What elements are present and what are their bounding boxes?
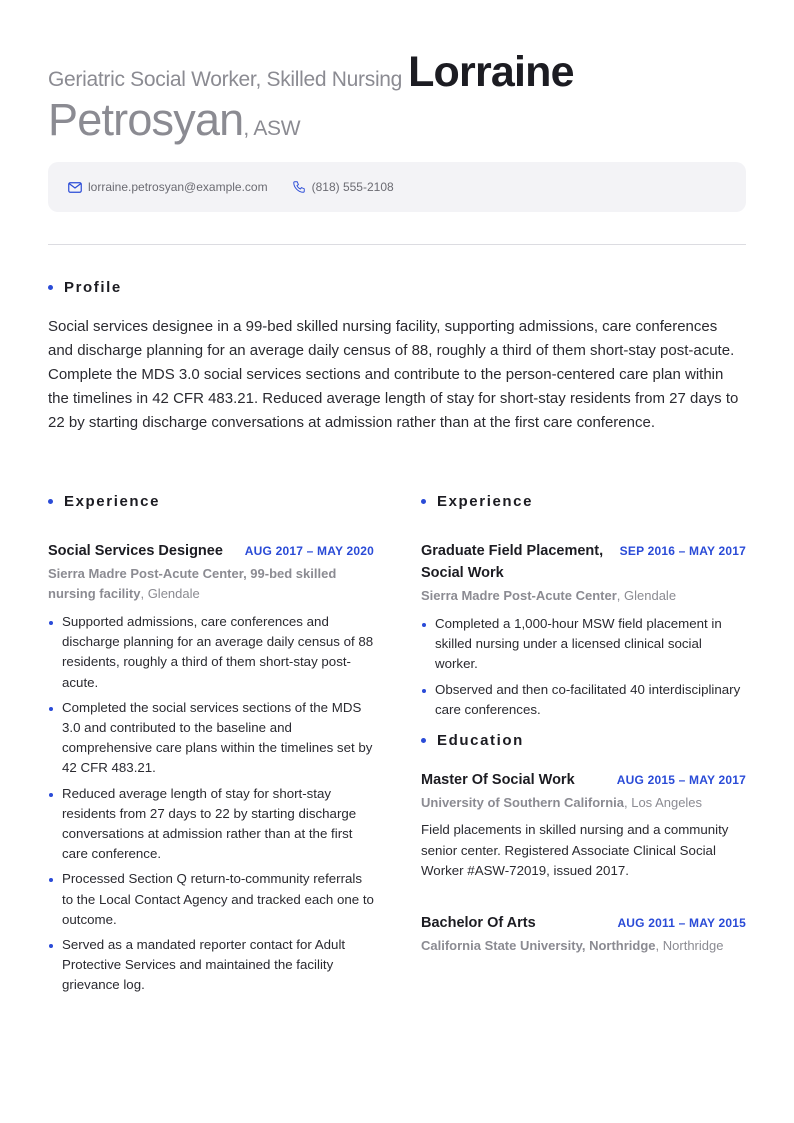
list-item: Supported admissions, care conferences and discharge planning for an average daily census of 88 residents, roughly a third of them short-stay post-acute.	[48, 612, 374, 693]
resume-header	[48, 48, 746, 146]
right-column	[421, 493, 746, 956]
contact-email[interactable]	[68, 180, 268, 194]
education-heading	[421, 732, 746, 749]
job-date: SEP 2016 – MAY 2017	[619, 544, 746, 558]
job-header	[421, 540, 746, 584]
job-subtitle: Geriatric Social Worker, Skilled Nursing	[48, 68, 403, 91]
resume-page	[48, 0, 746, 1123]
list-item: Completed a 1,000-hour MSW field placement in skilled nursing under a licensed clinical social worker.	[421, 614, 746, 675]
education-date: AUG 2011 – MAY 2015	[617, 915, 746, 930]
job-header	[48, 540, 374, 562]
profile-heading-label: Profile	[64, 279, 122, 296]
bullet-dot-icon	[48, 285, 53, 290]
job-org-name: Sierra Madre Post-Acute Center, 99-bed skilled nursing facility	[48, 566, 337, 601]
education-heading-label: Education	[437, 732, 524, 750]
job-title: Social Services Designee	[48, 543, 223, 559]
education-header	[421, 769, 746, 791]
school-location: , Northridge	[655, 937, 724, 953]
degree-title: Master Of Social Work	[421, 772, 575, 789]
school-name: California State University, Northridge	[421, 937, 656, 953]
list-item: Processed Section Q return-to-community referrals to the Local Contact Agency and tracked each one to outcome.	[48, 869, 374, 930]
phone-icon	[292, 180, 306, 194]
experience-heading-label: Experience	[64, 493, 161, 510]
school-location: , Los Angeles	[623, 795, 703, 811]
list-item: Served as a mandated reporter contact for Adult Protective Services and maintained the facility grievance log.	[48, 935, 374, 996]
job-location: , Glendale	[140, 586, 200, 601]
last-name: Petrosyan	[48, 94, 244, 145]
education-header	[421, 912, 746, 934]
mail-icon	[68, 182, 82, 193]
header-divider	[48, 244, 746, 245]
phone-text: (818) 555-2108	[311, 180, 394, 194]
profile-heading	[48, 279, 122, 296]
job-bullets	[421, 614, 746, 720]
education-description: Field placements in skilled nursing and a community senior center. Registered Associate Clinical Social Worker #ASW-72019, issued 2017.	[421, 822, 729, 879]
job-org	[421, 586, 746, 606]
bullet-dot-icon	[421, 499, 426, 504]
school	[421, 793, 746, 813]
contact-bar	[48, 162, 746, 212]
job-org	[48, 564, 374, 604]
experience-heading	[48, 493, 374, 510]
bullet-dot-icon	[421, 738, 426, 743]
education-date: AUG 2015 – MAY 2017	[616, 773, 746, 788]
contact-phone[interactable]	[292, 180, 394, 194]
school-name: University of Southern California	[421, 795, 624, 811]
left-column	[48, 493, 374, 1001]
first-name: Lorraine	[408, 48, 574, 96]
experience-heading	[421, 493, 746, 510]
job-title: Graduate Field Placement, Social Work	[421, 543, 604, 581]
experience-heading-label: Experience	[437, 493, 534, 510]
degree-title: Bachelor Of Arts	[421, 914, 536, 931]
list-item: Completed the social services sections of the MDS 3.0 and contributed to the baseline and comprehensive care plans within the timelines set by 42 CFR 483.21.	[48, 698, 374, 779]
list-item: Reduced average length of stay for short-stay residents from 27 days to 22 by starting discharge conversations at admission rather than at the first care conference.	[48, 784, 374, 865]
job-bullets	[48, 612, 374, 996]
bullet-dot-icon	[48, 499, 53, 504]
job-org-name: Sierra Madre Post-Acute Center	[421, 588, 617, 603]
job-date: AUG 2017 – MAY 2020	[244, 544, 374, 558]
profile-text: Social services designee in a 99-bed skilled nursing facility, supporting admissions, care conferences and discharge planning for an average daily census of 88, roughly a third of them short-stay post-acute. Complete the MDS 3.0 social services sections and contribute to the person-centered care plan within the timelines in 42 CFR 483.21. Reduced average length of stay for short-stay residents from 27 days to 22 by starting discharge conversations at admission rather than at the first care conference.	[48, 318, 739, 431]
list-item: Observed and then co-facilitated 40 interdisciplinary care conferences.	[421, 680, 746, 720]
school	[421, 936, 746, 956]
job-location: , Glendale	[616, 588, 677, 603]
credential: , ASW	[243, 117, 301, 140]
email-text: lorraine.petrosyan@example.com	[88, 180, 268, 194]
